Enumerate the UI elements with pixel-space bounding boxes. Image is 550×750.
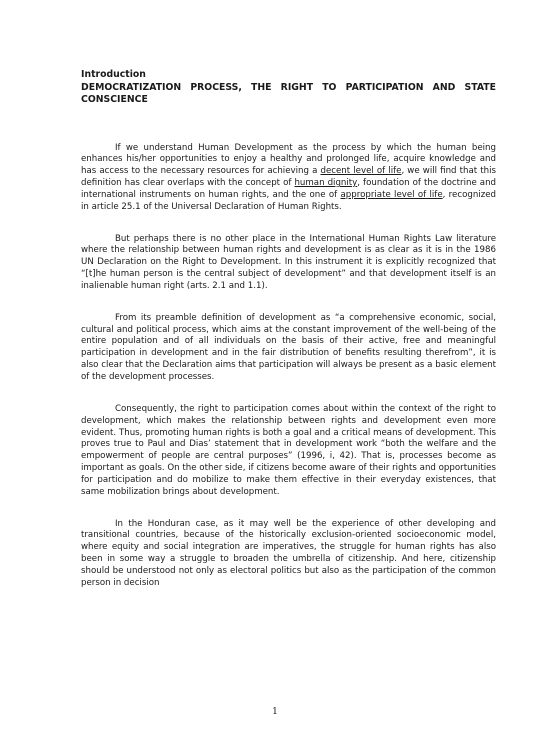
page-number: 1 (272, 707, 278, 717)
underlined-appropriate-level-of-life: appropriate level of life (340, 189, 443, 200)
paragraph-3: From its preamble definition of development as “a comprehensive economic, social, cultural and political process, which aims at the constant improvement of the well-being of the entire population and of all individuals on the basis of their active, free and meaningful participation in development and in the fair distribution of benefits resulting therefrom”, it is also clear that the Declaration aims that participation will always be present as a basic element of the development processes. (81, 312, 496, 382)
underlined-human-dignity: human dignity (294, 178, 358, 189)
document-title: DEMOCRATIZATION PROCESS, THE RIGHT TO PARTICIPATION AND STATE CONSCIENCE (81, 81, 496, 105)
body-text (81, 143, 496, 590)
paragraph-5: In the Honduran case, as it may well be the experience of other developing and transitional countries, because of the historically exclusion-oriented socioeconomic model, where equity and social integration are imperatives, the struggle for human rights has also been in some way a struggle to broaden the umbrella of citizenship. And here, citizenship should be understood not only as electoral politics but also as the participation of the common person in decision (81, 518, 496, 588)
paragraph-2: But perhaps there is no other place in the International Human Rights Law literature where the relationship between human rights and development is as clear as it is in the 1986 UN Declaration on the Right to Development. In this instrument it is explicitly recognized that “[t]he human person is the central subject of development” and that development itself is an inalienable human right (arts. 2.1 and 1.1). (81, 233, 496, 291)
paragraph-1-text-a: If we understand Human Development as the process by which the human being enhances his/her opportunities to enjoy a healthy and prolonged life, acquire knowledge and has access to the necessary resources for achieving a (81, 142, 496, 177)
underlined-decent-level-of-life: decent level of life (320, 166, 402, 177)
paragraph-1 (81, 143, 496, 214)
paragraph-1-text-b: , we will find that this definition has clear overlaps with the concept of (81, 166, 496, 189)
page-content (81, 69, 496, 610)
paragraph-4: Consequently, the right to participation comes about within the context of the right to development, which makes the relationship between rights and development even more evident. Thus, promoting human rights is both a goal and a critical means of development. This proves true to Paul and Dias’ statement that in development work “both the welfare and the empowerment of people are central purposes” (1996, i, 42). That is, processes become as important as goals. On the other side, if citizens become aware of their rights and opportunities for participation and do mobilize to make them effective in their everyday existences, that same mobilization brings about development. (81, 403, 496, 497)
paragraph-1-text-c: , foundation of the doctrine and international instruments on human rights, and the one of (81, 178, 497, 200)
paragraph-1-text-d: , recognized in article 25.1 of the Universal Declaration of Human Rights. (81, 189, 496, 212)
section-label: Introduction (81, 69, 146, 80)
